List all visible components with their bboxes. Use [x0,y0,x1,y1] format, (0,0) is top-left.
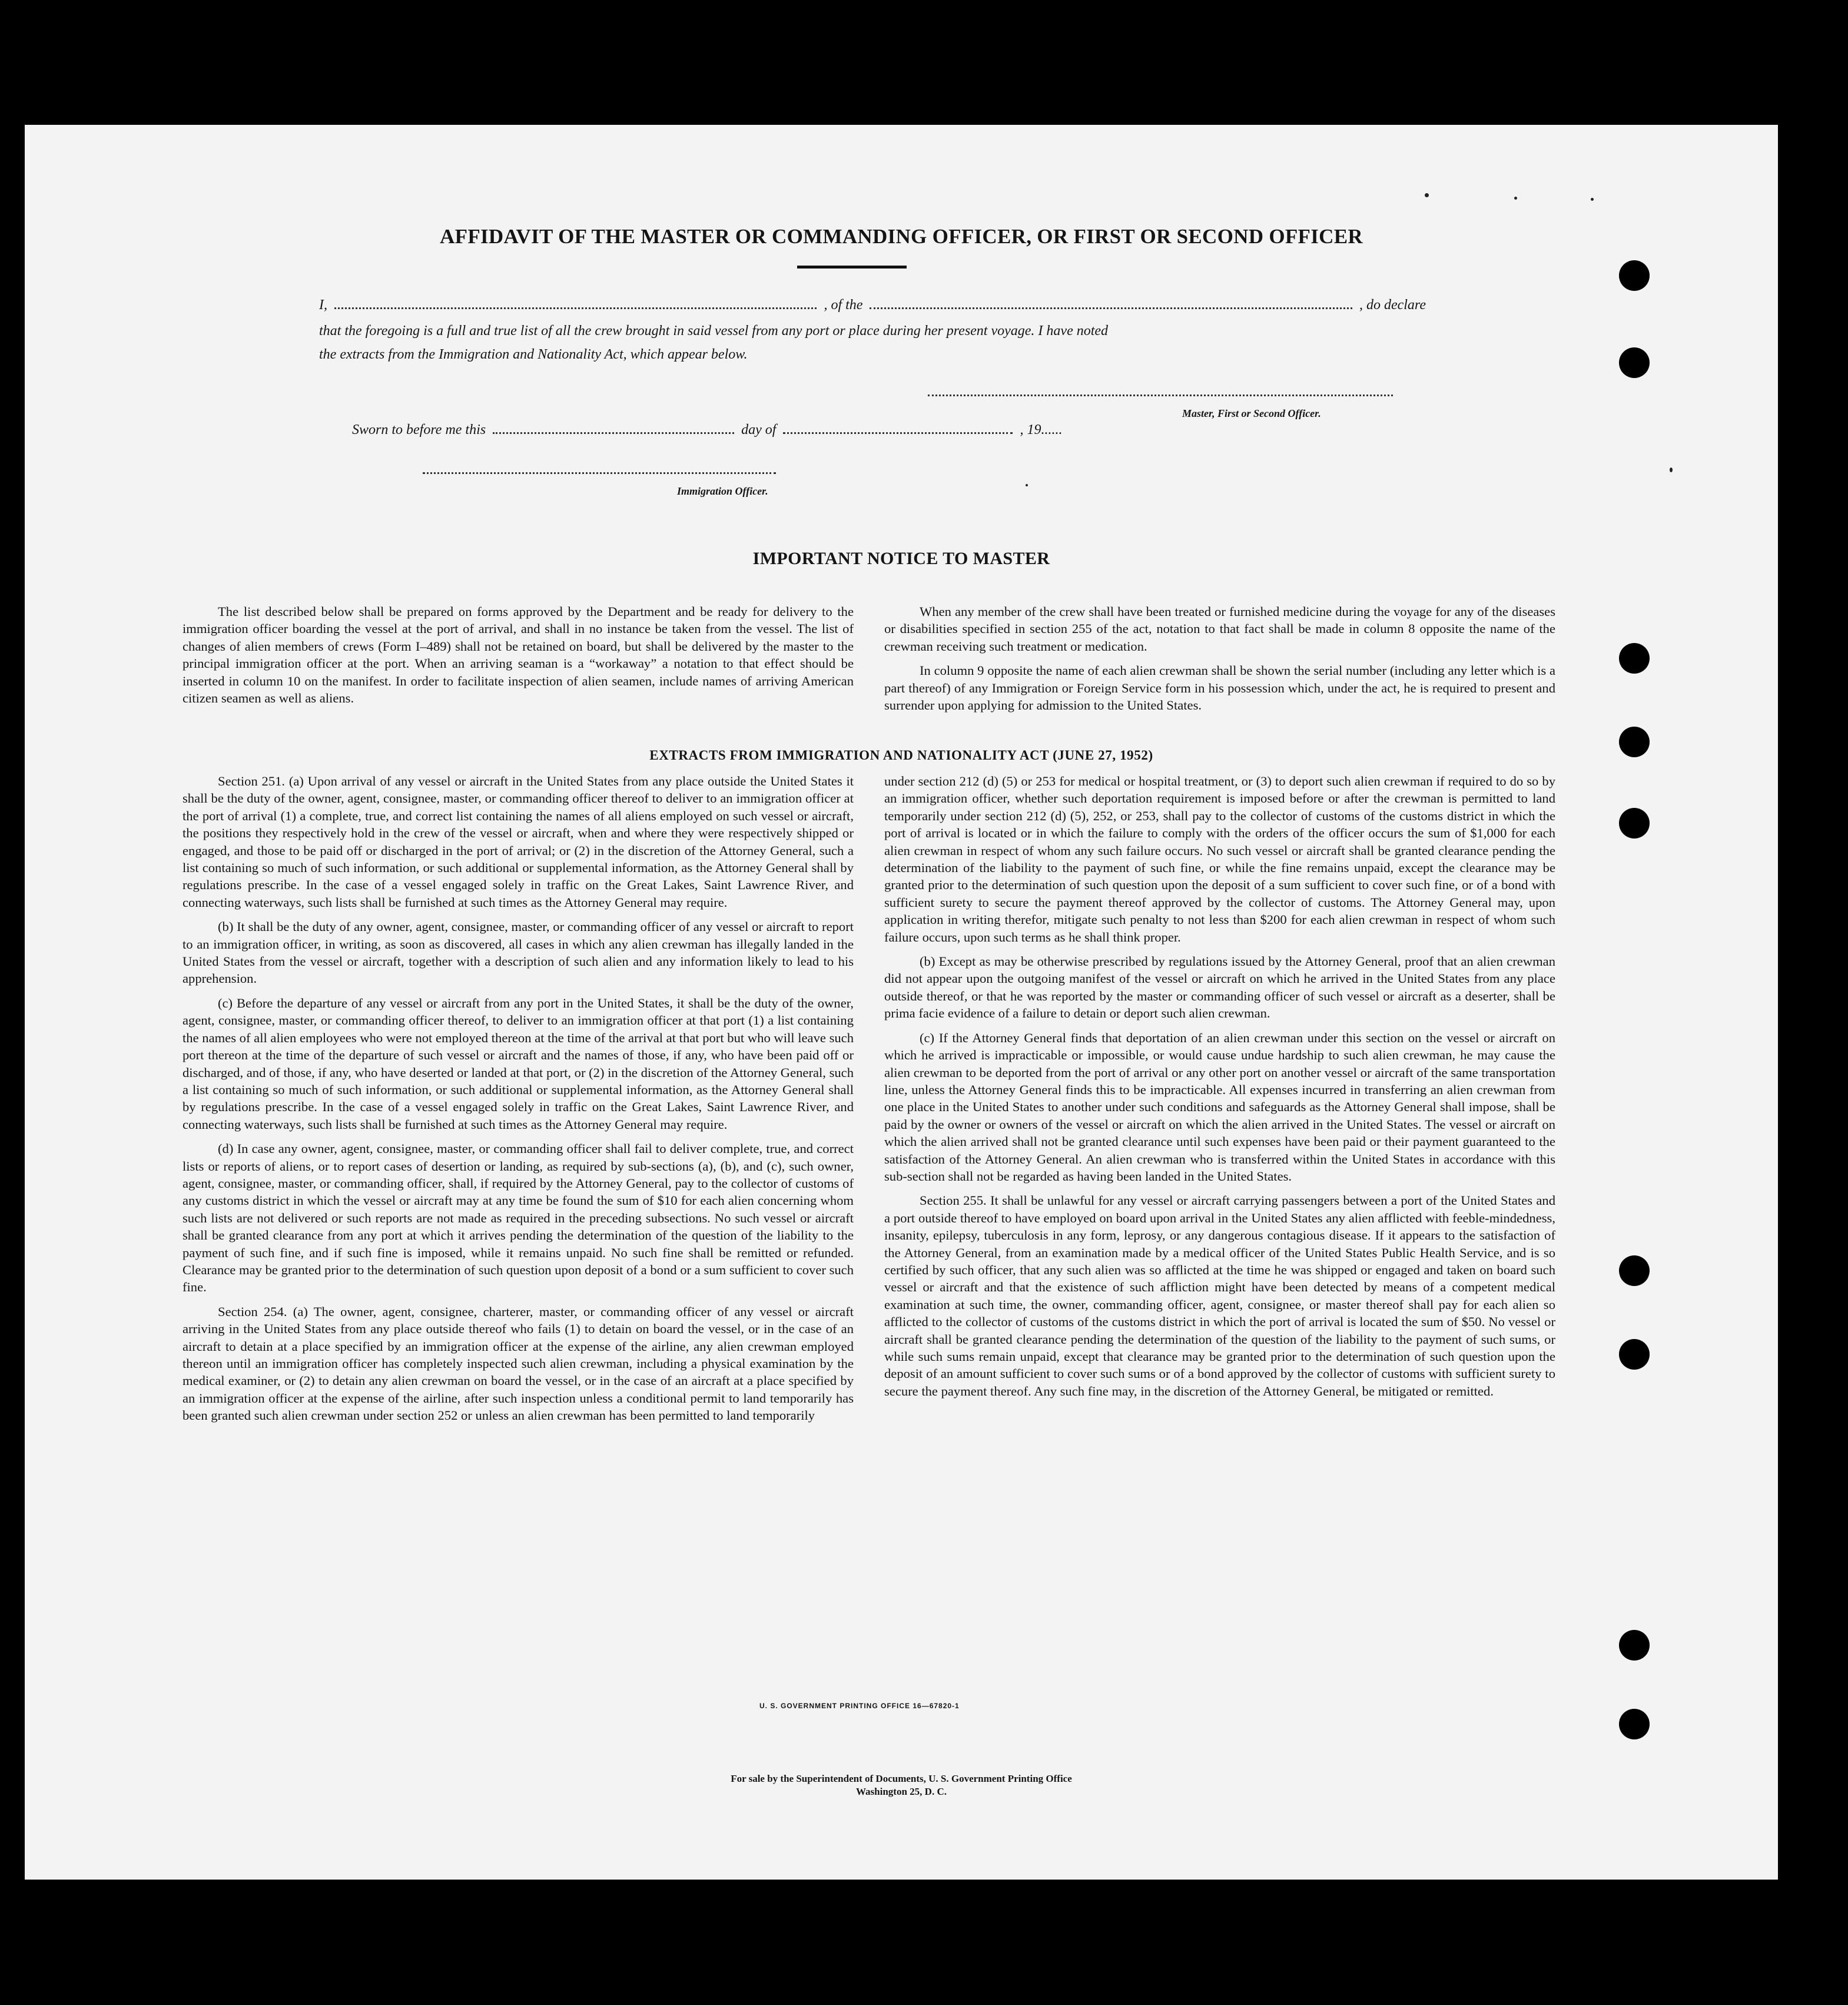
immigration-officer-label: Immigration Officer. [677,485,768,497]
declaration-of-the: , of the [824,297,863,313]
sworn-year: , 19...... [1020,422,1063,438]
section-254-b: (b) Except as may be otherwise prescribed by regulations issued by the Attorney General, proof that an alien crewman did not appear upon the outgoing manifest of the vessel or aircraft on which he arrived in the United States from any place outside thereof, or that he was reported by the master or commanding officer of such vessel or aircraft as a deserter, shall be prima facie evidence of a failure to detain or deport such alien crewman. [884,954,1555,1021]
sworn-line [352,422,1062,438]
notice-left-column [183,603,854,714]
sworn-month-blank[interactable] [783,426,1013,434]
notice-right-paragraph-1: When any member of the crew shall have been treated or furnished medicine during the voyage for any of the diseases or disabilities specified in section 255 of the act, notation to that fact shall be made in column 8 opposite the name of the crewman receiving such treatment or medication. [884,604,1555,654]
sworn-day-of: day of [741,422,777,438]
declaration-line-2: that the foregoing is a full and true list of all the crew brought in said vessel from any port or place during her present voyage. I have noted [319,323,1109,339]
section-255: Section 255. It shall be unlawful for any vessel or aircraft carrying passengers between a port of the United States and a port outside thereof to have employed on board upon arrival in the United States any alien afflicted with feeble-mindedness, insanity, epilepsy, tuberculosis in any form, leprosy, or any dangerous contagious disease. If it appears to the satisfaction of the Attorney General, from an examination made by a medical officer of the United States Public Health Service, and is so certified by such officer, that any such alien was so afflicted at the time he was shipped or engaged and taken on board such vessel or aircraft and that the existence of such affliction might have been detected by means of a competent medical examination at such time, the owner, commanding officer, agent, consignee, or master thereof shall pay for each alien so afflicted to the collector of customs of the customs district in which the port of arrival is located the sum of $50. No vessel or aircraft shall be granted clearance pending the determination of the question of the liability to the payment of such sums, or while such sums remain unpaid, except that clearance may be granted prior to the determination of such question upon the deposit of an amount sufficient to cover such sums or of a bond approved by the collector of customs with sufficient surety to secure the payment thereof. Any such fine may, in the discretion of the Attorney General, be mitigated or remitted. [884,1193,1555,1398]
section-251-a: Section 251. (a) Upon arrival of any vessel or aircraft in the United States from any place outside the United States it shall be the duty of the owner, agent, consignee, master, or commanding officer thereof to deliver to an immigration officer at the port of arrival (1) a complete, true, and correct list containing the names of all aliens employed on such vessel or aircraft, the positions they respectively hold in the crew of the vessel or aircraft, when and where they were respectively shipped or engaged, and those to be paid off or discharged in the port of arrival; or (2) in the discretion of the Attorney General, such a list containing so much of such information, or such additional or supplemental information, as the Attorney General shall by regulations prescribe. In the case of a vessel engaged solely in traffic on the Great Lakes, Saint Lawrence River, and connecting waterways, such lists shall be furnished at such times as the Attorney General may require. [183,774,854,910]
document-page [25,125,1778,1880]
extracts-title: EXTRACTS FROM IMMIGRATION AND NATIONALITY ACT (JUNE 27, 1952) [649,748,1153,763]
punch-hole [1619,808,1650,839]
name-blank[interactable] [334,301,817,309]
sale-notice [25,1772,1778,1798]
punch-hole [1619,1630,1650,1661]
punch-hole [1619,260,1650,291]
gpo-imprint: U. S. GOVERNMENT PRINTING OFFICE 16—67820-1 [759,1702,960,1710]
section-254-c: (c) If the Attorney General finds that deportation of an alien crewman under this section on the vessel or aircraft on which he arrived is impracticable or impossible, or would cause undue hardship to such alien crewman, he may cause the alien crewman to be deported from the port of arrival or any other port on another vessel or aircraft of the same transportation line, unless the Attorney General finds this to be impracticable. All expenses incurred in transferring an alien crewman from one place in the United States to another under such conditions and safeguards as the Attorney General shall impose, shall be paid by the owner or owners of the vessel or aircraft on which the alien arrived in the United States. The vessel or aircraft on which the alien arrived shall not be granted clearance until such expenses have been paid or their payment guaranteed to the satisfaction of the Attorney General. An alien crewman who is transferred within the United States in accordance with this sub-section shall not be regarded as having been landed in the United States. [884,1030,1555,1184]
section-254-a: Section 254. (a) The owner, agent, consignee, charterer, master, or commanding officer of any vessel or aircraft arriving in the United States from any place outside thereof who fails (1) to detain on board the vessel, or in the case of an aircraft to detain at a place specified by an immigration officer at the expense of the airline, any alien crewman employed thereon until an immigration officer has completely inspected such alien crewman, including a physical examination by the medical examiner, or (2) to detain any alien crewman on board the vessel, or in the case of an aircraft at a place specified by an immigration officer at the expense of the airline, after such inspection unless a conditional permit to land temporarily has been granted such alien crewman under section 252 or unless an alien crewman has been permitted to land temporarily [183,1304,854,1423]
punch-hole [1619,347,1650,378]
sworn-prefix: Sworn to before me this [352,422,486,438]
notice-right-column [884,603,1555,721]
affidavit-title: AFFIDAVIT OF THE MASTER OR COMMANDING OFFICER, OR FIRST OR SECOND OFFICER [440,225,1363,248]
declaration-declare: , do declare [1359,297,1426,313]
master-signature-line[interactable] [928,395,1393,396]
notice-title: IMPORTANT NOTICE TO MASTER [752,549,1050,568]
section-254-a-continued: under section 212 (d) (5) or 253 for medical or hospital treatment, or (3) to deport such alien crewman if required to do so by an immigration officer, whether such deportation requirement is imposed before or after the crewman is permitted to land temporarily under section 212 (d) (5), 252, or 253, shall pay to the collector of customs of the customs district in which the port of arrival is located or in which the failure to comply with the orders of the officer occurs the sum of $1,000 for each alien crewman in respect of whom any such failure occurs. No such vessel or aircraft shall be granted clearance pending the determination of the liability to the payment of such fine, or while the fine remains unpaid, except the clearance may be granted prior to the determination of such question upon the deposit of a sum sufficient to cover such fine, or of a bond with sufficient surety to secure the payment thereof approved by the collector of customs. The Attorney General may, upon application in writing therefor, mitigate such penalty to not less than $200 for each alien crewman in respect of whom such failure occurs, upon such terms as he shall think proper. [884,774,1555,944]
notice-right-paragraph-2: In column 9 opposite the name of each alien crewman shall be shown the serial number (including any letter which is a part thereof) of any Immigration or Foreign Service form in his possession which, under the act, he is required to present and surrender upon applying for admission to the United States. [884,663,1555,713]
extracts-right-column [884,773,1555,1407]
extracts-left-column [183,773,854,1431]
punch-hole [1619,643,1650,674]
punch-hole [1619,1255,1650,1286]
section-251-d: (d) In case any owner, agent, consignee, master, or commanding officer shall fail to deliver complete, true, and correct lists or reports of aliens, or to report cases of desertion or landing, as required by sub-sections (a), (b), and (c), such owner, agent, consignee, master, or commanding officer, shall, if required by the Attorney General, pay to the collector of customs of any customs district in which the vessel or aircraft may at any time be found the sum of $10 for each alien concerning whom such lists are not delivered or such reports are not made as required in the preceding subsections. No such vessel or aircraft shall be granted clearance from any port at which it arrives pending the determination of the question of the liability to the payment of such fine, and if such fine is imposed, while it remains unpaid. No such fine shall be remitted or refunded. Clearance may be granted prior to the determination of such question upon deposit of a bond or a sum sufficient to cover such fine. [183,1141,854,1295]
declaration-i: I, [319,297,327,313]
sworn-day-blank[interactable] [493,426,734,434]
title-divider [797,266,907,269]
section-251-c: (c) Before the departure of any vessel or aircraft from any port in the United States, it shall be the duty of the owner, agent, consignee, master, or commanding officer thereof, to deliver to an immigration officer at that port (1) a list containing the names of all alien employees who were not employed thereon at the time of the arrival at that port but who will leave such port thereon at the time of the departure of such vessel or aircraft and the names of those, if any, who have been paid off or discharged, and of those, if any, who have deserted or landed at that port, or (2) in the discretion of the Attorney General, such a list containing so much of such information, or such additional or supplemental information, as the Attorney General shall by regulations prescribe. In the case of a vessel engaged solely in traffic on the Great Lakes, Saint Lawrence River, and connecting waterways, such lists shall be furnished at such times as the Attorney General may require. [183,995,854,1132]
declaration-block [319,293,1426,317]
sale-notice-line-1: For sale by the Superintendent of Documents, U. S. Government Printing Office [731,1773,1072,1784]
punch-hole [1619,1709,1650,1739]
section-251-b: (b) It shall be the duty of any owner, agent, consignee, master, or commanding officer of any vessel or aircraft to report to an immigration officer, in writing, as soon as discovered, all cases in which any alien crewman has illegally landed in the United States from the vessel or aircraft, together with a description of such alien and any information likely to lead to his apprehension. [183,919,854,986]
notice-left-paragraph: The list described below shall be prepared on forms approved by the Department and be ready for delivery to the immigration officer boarding the vessel at the port of arrival, and shall in no instance be taken from the vessel. The list of changes of alien members of crews (Form I–489) shall not be retained on board, but shall be delivered by the master to the principal immigration officer at the port. When an arriving seaman is a “workaway” a notation to that effect should be inserted in column 10 on the manifest. In order to facilitate inspection of alien seamen, include names of arriving American citizen seamen as well as aliens. [183,604,854,706]
sale-notice-line-2: Washington 25, D. C. [856,1786,947,1797]
vessel-blank[interactable] [870,301,1352,309]
punch-hole [1619,1339,1650,1370]
immigration-officer-signature-line[interactable] [423,472,776,474]
declaration-line-1 [319,293,1426,317]
declaration-line-3: the extracts from the Immigration and Nationality Act, which appear below. [319,347,748,362]
master-signature-label: Master, First or Second Officer. [1182,407,1321,419]
